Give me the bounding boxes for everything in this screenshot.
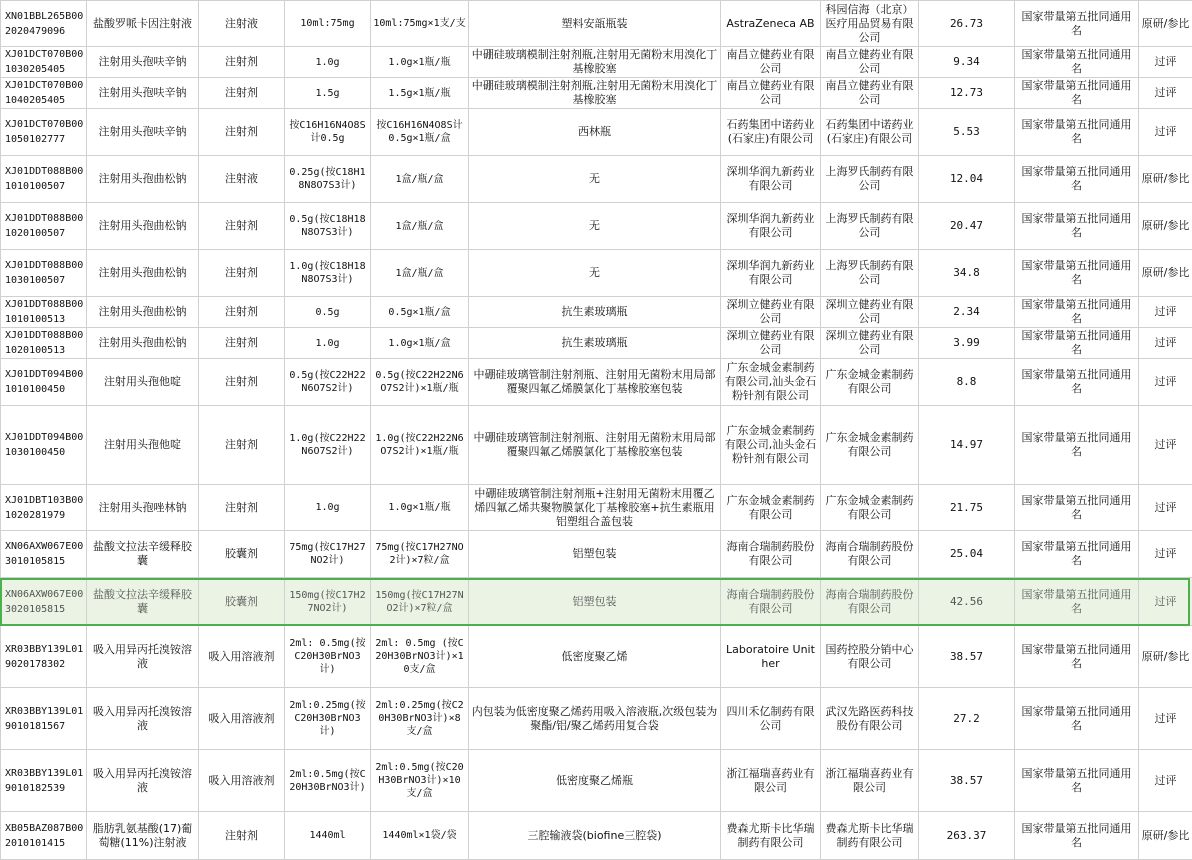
packaging-material-cell[interactable]: 无 xyxy=(469,156,721,203)
drug-name-cell[interactable]: 注射用头孢呋辛钠 xyxy=(87,47,199,78)
package-spec-cell[interactable]: 按C16H16N4O8S计0.5g×1瓶/盒 xyxy=(371,109,469,156)
dosage-form-cell[interactable]: 注射剂 xyxy=(199,359,285,406)
specification-cell[interactable]: 10ml:75mg xyxy=(285,1,371,47)
package-spec-cell[interactable]: 1.0g×1瓶/盒 xyxy=(371,328,469,359)
packaging-material-cell[interactable]: 铝塑包装 xyxy=(469,531,721,578)
drug-name-cell[interactable]: 注射用头孢唑林钠 xyxy=(87,485,199,531)
table-row[interactable] xyxy=(1,78,1192,109)
drug-name-cell[interactable]: 注射用头孢曲松钠 xyxy=(87,250,199,297)
package-spec-cell[interactable]: 0.5g×1瓶/盒 xyxy=(371,297,469,328)
drug-code-cell[interactable]: XN01BBL265B002020479096 xyxy=(1,1,87,47)
distributor-cell[interactable]: 费森尤斯卡比华瑞制药有限公司 xyxy=(821,812,919,860)
drug-code-cell[interactable]: XJ01DCT070B001040205405 xyxy=(1,78,87,109)
specification-cell[interactable]: 1.0g(按C22H22N6O7S2计) xyxy=(285,406,371,485)
drug-code-cell[interactable]: XJ01DDT088B001030100507 xyxy=(1,250,87,297)
procurement-batch-cell[interactable]: 国家带量第五批同通用名 xyxy=(1015,297,1139,328)
drug-name-cell[interactable]: 吸入用异丙托溴铵溶液 xyxy=(87,688,199,750)
distributor-cell[interactable]: 石药集团中诺药业(石家庄)有限公司 xyxy=(821,109,919,156)
table-row[interactable] xyxy=(1,688,1192,750)
dosage-form-cell[interactable]: 吸入用溶液剂 xyxy=(199,626,285,688)
procurement-batch-cell[interactable]: 国家带量第五批同通用名 xyxy=(1015,109,1139,156)
table-row[interactable] xyxy=(1,156,1192,203)
manufacturer-cell[interactable]: AstraZeneca AB xyxy=(721,1,821,47)
manufacturer-cell[interactable]: 浙江福瑞喜药业有限公司 xyxy=(721,750,821,812)
procurement-batch-cell[interactable]: 国家带量第五批同通用名 xyxy=(1015,203,1139,250)
price-cell[interactable]: 38.57 xyxy=(919,750,1015,812)
package-spec-cell[interactable]: 0.5g(按C22H22N6O7S2计)×1瓶/瓶 xyxy=(371,359,469,406)
price-cell[interactable]: 2.34 xyxy=(919,297,1015,328)
distributor-cell[interactable]: 浙江福瑞喜药业有限公司 xyxy=(821,750,919,812)
package-spec-cell[interactable]: 1.0g×1瓶/瓶 xyxy=(371,485,469,531)
packaging-material-cell[interactable]: 三腔输液袋(biofine三腔袋) xyxy=(469,812,721,860)
quality-level-cell[interactable]: 过评 xyxy=(1139,485,1192,531)
specification-cell[interactable]: 2ml:0.5mg(按C20H30BrNO3计) xyxy=(285,750,371,812)
drug-name-cell[interactable]: 注射用头孢呋辛钠 xyxy=(87,109,199,156)
price-cell[interactable]: 27.2 xyxy=(919,688,1015,750)
manufacturer-cell[interactable]: 南昌立健药业有限公司 xyxy=(721,78,821,109)
quality-level-cell[interactable]: 原研/参比 xyxy=(1139,812,1192,860)
price-cell[interactable]: 21.75 xyxy=(919,485,1015,531)
table-row[interactable] xyxy=(1,578,1192,626)
table-row[interactable] xyxy=(1,485,1192,531)
distributor-cell[interactable]: 南昌立健药业有限公司 xyxy=(821,78,919,109)
distributor-cell[interactable]: 上海罗氏制药有限公司 xyxy=(821,156,919,203)
package-spec-cell[interactable]: 2ml: 0.5mg (按C20H30BrNO3计)×10支/盒 xyxy=(371,626,469,688)
packaging-material-cell[interactable]: 中硼硅玻璃管制注射剂瓶+注射用无菌粉末用覆乙烯四氟乙烯共聚物膜氯化丁基橡胶塞+抗生素瓶用铝塑组合盖包装 xyxy=(469,485,721,531)
dosage-form-cell[interactable]: 胶囊剂 xyxy=(199,531,285,578)
dosage-form-cell[interactable]: 注射剂 xyxy=(199,485,285,531)
drug-name-cell[interactable]: 盐酸文拉法辛缓释胶囊 xyxy=(87,531,199,578)
package-spec-cell[interactable]: 1.0g×1瓶/瓶 xyxy=(371,47,469,78)
specification-cell[interactable]: 0.5g xyxy=(285,297,371,328)
dosage-form-cell[interactable]: 注射剂 xyxy=(199,297,285,328)
price-cell[interactable]: 8.8 xyxy=(919,359,1015,406)
specification-cell[interactable]: 0.5g(按C18H18N8O7S3计) xyxy=(285,203,371,250)
distributor-cell[interactable]: 南昌立健药业有限公司 xyxy=(821,47,919,78)
dosage-form-cell[interactable]: 胶囊剂 xyxy=(199,578,285,626)
price-cell[interactable]: 38.57 xyxy=(919,626,1015,688)
manufacturer-cell[interactable]: 广东金城金素制药有限公司 xyxy=(721,485,821,531)
drug-name-cell[interactable]: 盐酸罗哌卡因注射液 xyxy=(87,1,199,47)
specification-cell[interactable]: 75mg(按C17H27NO2计) xyxy=(285,531,371,578)
manufacturer-cell[interactable]: 海南合瑞制药股份有限公司 xyxy=(721,578,821,626)
drug-code-cell[interactable]: XR03BBY139L019010182539 xyxy=(1,750,87,812)
drug-name-cell[interactable]: 注射用头孢曲松钠 xyxy=(87,328,199,359)
procurement-batch-cell[interactable]: 国家带量第五批同通用名 xyxy=(1015,406,1139,485)
procurement-batch-cell[interactable]: 国家带量第五批同通用名 xyxy=(1015,688,1139,750)
price-cell[interactable]: 14.97 xyxy=(919,406,1015,485)
drug-code-cell[interactable]: XN06AXW067E003020105815 xyxy=(1,578,87,626)
quality-level-cell[interactable]: 过评 xyxy=(1139,78,1192,109)
price-cell[interactable]: 25.04 xyxy=(919,531,1015,578)
quality-level-cell[interactable]: 过评 xyxy=(1139,688,1192,750)
distributor-cell[interactable]: 上海罗氏制药有限公司 xyxy=(821,203,919,250)
quality-level-cell[interactable]: 过评 xyxy=(1139,297,1192,328)
specification-cell[interactable]: 1.0g xyxy=(285,47,371,78)
quality-level-cell[interactable]: 过评 xyxy=(1139,359,1192,406)
distributor-cell[interactable]: 深圳立健药业有限公司 xyxy=(821,328,919,359)
procurement-batch-cell[interactable]: 国家带量第五批同通用名 xyxy=(1015,578,1139,626)
price-cell[interactable]: 42.56 xyxy=(919,578,1015,626)
table-row[interactable] xyxy=(1,531,1192,578)
quality-level-cell[interactable]: 原研/参比 xyxy=(1139,250,1192,297)
packaging-material-cell[interactable]: 内包装为低密度聚乙烯药用吸入溶液瓶,次级包装为聚酯/铝/聚乙烯药用复合袋 xyxy=(469,688,721,750)
packaging-material-cell[interactable]: 中硼硅玻璃模制注射剂瓶,注射用无菌粉末用溴化丁基橡胶塞 xyxy=(469,47,721,78)
drug-code-cell[interactable]: XJ01DDT088B001010100513 xyxy=(1,297,87,328)
table-row[interactable] xyxy=(1,203,1192,250)
manufacturer-cell[interactable]: 深圳华润九新药业有限公司 xyxy=(721,250,821,297)
table-row[interactable] xyxy=(1,359,1192,406)
dosage-form-cell[interactable]: 注射剂 xyxy=(199,812,285,860)
specification-cell[interactable]: 0.25g(按C18H18N8O7S3计) xyxy=(285,156,371,203)
manufacturer-cell[interactable]: Laboratoire Unither xyxy=(721,626,821,688)
specification-cell[interactable]: 2ml: 0.5mg(按C20H30BrNO3计) xyxy=(285,626,371,688)
drug-name-cell[interactable]: 注射用头孢曲松钠 xyxy=(87,203,199,250)
specification-cell[interactable]: 1.5g xyxy=(285,78,371,109)
manufacturer-cell[interactable]: 南昌立健药业有限公司 xyxy=(721,47,821,78)
manufacturer-cell[interactable]: 四川禾亿制药有限公司 xyxy=(721,688,821,750)
packaging-material-cell[interactable]: 中硼硅玻璃管制注射剂瓶、注射用无菌粉末用局部覆聚四氟乙烯膜氯化丁基橡胶塞包装 xyxy=(469,406,721,485)
drug-code-cell[interactable]: XR03BBY139L019010181567 xyxy=(1,688,87,750)
dosage-form-cell[interactable]: 吸入用溶液剂 xyxy=(199,688,285,750)
dosage-form-cell[interactable]: 注射剂 xyxy=(199,78,285,109)
quality-level-cell[interactable]: 过评 xyxy=(1139,406,1192,485)
price-cell[interactable]: 26.73 xyxy=(919,1,1015,47)
distributor-cell[interactable]: 广东金城金素制药有限公司 xyxy=(821,359,919,406)
package-spec-cell[interactable]: 150mg(按C17H27NO2计)×7粒/盒 xyxy=(371,578,469,626)
manufacturer-cell[interactable]: 费森尤斯卡比华瑞制药有限公司 xyxy=(721,812,821,860)
table-row[interactable] xyxy=(1,250,1192,297)
packaging-material-cell[interactable]: 无 xyxy=(469,203,721,250)
quality-level-cell[interactable]: 原研/参比 xyxy=(1139,626,1192,688)
package-spec-cell[interactable]: 1440ml×1袋/袋 xyxy=(371,812,469,860)
distributor-cell[interactable]: 深圳立健药业有限公司 xyxy=(821,297,919,328)
package-spec-cell[interactable]: 1.5g×1瓶/瓶 xyxy=(371,78,469,109)
table-row[interactable] xyxy=(1,812,1192,860)
packaging-material-cell[interactable]: 铝塑包装 xyxy=(469,578,721,626)
drug-name-cell[interactable]: 注射用头孢曲松钠 xyxy=(87,156,199,203)
distributor-cell[interactable]: 上海罗氏制药有限公司 xyxy=(821,250,919,297)
package-spec-cell[interactable]: 1盒/瓶/盒 xyxy=(371,250,469,297)
drug-code-cell[interactable]: XR03BBY139L019020178302 xyxy=(1,626,87,688)
price-cell[interactable]: 12.73 xyxy=(919,78,1015,109)
quality-level-cell[interactable]: 原研/参比 xyxy=(1139,203,1192,250)
manufacturer-cell[interactable]: 广东金城金素制药有限公司,汕头金石粉针剂有限公司 xyxy=(721,359,821,406)
table-row[interactable] xyxy=(1,328,1192,359)
table-row[interactable] xyxy=(1,750,1192,812)
manufacturer-cell[interactable]: 深圳立健药业有限公司 xyxy=(721,297,821,328)
dosage-form-cell[interactable]: 注射剂 xyxy=(199,47,285,78)
packaging-material-cell[interactable]: 抗生素玻璃瓶 xyxy=(469,328,721,359)
table-row[interactable] xyxy=(1,406,1192,485)
specification-cell[interactable]: 0.5g(按C22H22N6O7S2计) xyxy=(285,359,371,406)
price-cell[interactable]: 20.47 xyxy=(919,203,1015,250)
quality-level-cell[interactable]: 过评 xyxy=(1139,109,1192,156)
manufacturer-cell[interactable]: 深圳立健药业有限公司 xyxy=(721,328,821,359)
distributor-cell[interactable]: 广东金城金素制药有限公司 xyxy=(821,406,919,485)
quality-level-cell[interactable]: 原研/参比 xyxy=(1139,1,1192,47)
specification-cell[interactable]: 1.0g xyxy=(285,485,371,531)
packaging-material-cell[interactable]: 西林瓶 xyxy=(469,109,721,156)
drug-code-cell[interactable]: XJ01DDT094B001030100450 xyxy=(1,406,87,485)
drug-name-cell[interactable]: 注射用头孢曲松钠 xyxy=(87,297,199,328)
packaging-material-cell[interactable]: 无 xyxy=(469,250,721,297)
specification-cell[interactable]: 按C16H16N4O8S计0.5g xyxy=(285,109,371,156)
drug-name-cell[interactable]: 注射用头孢他啶 xyxy=(87,359,199,406)
dosage-form-cell[interactable]: 注射液 xyxy=(199,1,285,47)
drug-code-cell[interactable]: XJ01DDT088B001020100507 xyxy=(1,203,87,250)
drug-code-cell[interactable]: XJ01DDT088B001010100507 xyxy=(1,156,87,203)
price-cell[interactable]: 9.34 xyxy=(919,47,1015,78)
table-body xyxy=(1,1,1192,860)
quality-level-cell[interactable]: 过评 xyxy=(1139,750,1192,812)
specification-cell[interactable]: 1.0g xyxy=(285,328,371,359)
procurement-batch-cell[interactable]: 国家带量第五批同通用名 xyxy=(1015,750,1139,812)
package-spec-cell[interactable]: 1.0g(按C22H22N6O7S2计)×1瓶/瓶 xyxy=(371,406,469,485)
quality-level-cell[interactable]: 原研/参比 xyxy=(1139,156,1192,203)
quality-level-cell[interactable]: 过评 xyxy=(1139,328,1192,359)
drug-name-cell[interactable]: 注射用头孢呋辛钠 xyxy=(87,78,199,109)
manufacturer-cell[interactable]: 广东金城金素制药有限公司,汕头金石粉针剂有限公司 xyxy=(721,406,821,485)
table-row[interactable] xyxy=(1,109,1192,156)
drug-code-cell[interactable]: XJ01DCT070B001050102777 xyxy=(1,109,87,156)
procurement-batch-cell[interactable]: 国家带量第五批同通用名 xyxy=(1015,328,1139,359)
specification-cell[interactable]: 1.0g(按C18H18N8O7S3计) xyxy=(285,250,371,297)
distributor-cell[interactable]: 武汉先路医药科技股份有限公司 xyxy=(821,688,919,750)
dosage-form-cell[interactable]: 注射剂 xyxy=(199,109,285,156)
procurement-batch-cell[interactable]: 国家带量第五批同通用名 xyxy=(1015,531,1139,578)
packaging-material-cell[interactable]: 低密度聚乙烯 xyxy=(469,626,721,688)
package-spec-cell[interactable]: 1盒/瓶/盒 xyxy=(371,203,469,250)
dosage-form-cell[interactable]: 注射剂 xyxy=(199,203,285,250)
procurement-batch-cell[interactable]: 国家带量第五批同通用名 xyxy=(1015,250,1139,297)
drug-name-cell[interactable]: 盐酸文拉法辛缓释胶囊 xyxy=(87,578,199,626)
procurement-batch-cell[interactable]: 国家带量第五批同通用名 xyxy=(1015,626,1139,688)
specification-cell[interactable]: 2ml:0.25mg(按C20H30BrNO3计) xyxy=(285,688,371,750)
specification-cell[interactable]: 150mg(按C17H27NO2计) xyxy=(285,578,371,626)
manufacturer-cell[interactable]: 海南合瑞制药股份有限公司 xyxy=(721,531,821,578)
procurement-batch-cell[interactable]: 国家带量第五批同通用名 xyxy=(1015,156,1139,203)
distributor-cell[interactable]: 国药控股分销中心有限公司 xyxy=(821,626,919,688)
quality-level-cell[interactable]: 过评 xyxy=(1139,578,1192,626)
dosage-form-cell[interactable]: 注射液 xyxy=(199,156,285,203)
price-cell[interactable]: 263.37 xyxy=(919,812,1015,860)
packaging-material-cell[interactable]: 抗生素玻璃瓶 xyxy=(469,297,721,328)
distributor-cell[interactable]: 海南合瑞制药股份有限公司 xyxy=(821,531,919,578)
table-row[interactable] xyxy=(1,47,1192,78)
drug-name-cell[interactable]: 吸入用异丙托溴铵溶液 xyxy=(87,626,199,688)
table-row[interactable] xyxy=(1,626,1192,688)
drug-code-cell[interactable]: XN06AXW067E003010105815 xyxy=(1,531,87,578)
quality-level-cell[interactable]: 过评 xyxy=(1139,47,1192,78)
packaging-material-cell[interactable]: 中硼硅玻璃模制注射剂瓶,注射用无菌粉末用溴化丁基橡胶塞 xyxy=(469,78,721,109)
dosage-form-cell[interactable]: 吸入用溶液剂 xyxy=(199,750,285,812)
dosage-form-cell[interactable]: 注射剂 xyxy=(199,328,285,359)
drug-code-cell[interactable]: XJ01DDT088B001020100513 xyxy=(1,328,87,359)
procurement-batch-cell[interactable]: 国家带量第五批同通用名 xyxy=(1015,359,1139,406)
distributor-cell[interactable]: 科园信海（北京）医疗用品贸易有限公司 xyxy=(821,1,919,47)
procurement-batch-cell[interactable]: 国家带量第五批同通用名 xyxy=(1015,78,1139,109)
drug-code-cell[interactable]: XJ01DCT070B001030205405 xyxy=(1,47,87,78)
manufacturer-cell[interactable]: 深圳华润九新药业有限公司 xyxy=(721,203,821,250)
price-cell[interactable]: 5.53 xyxy=(919,109,1015,156)
price-cell[interactable]: 3.99 xyxy=(919,328,1015,359)
manufacturer-cell[interactable]: 深圳华润九新药业有限公司 xyxy=(721,156,821,203)
dosage-form-cell[interactable]: 注射剂 xyxy=(199,250,285,297)
quality-level-cell[interactable]: 过评 xyxy=(1139,531,1192,578)
packaging-material-cell[interactable]: 塑料安瓿瓶装 xyxy=(469,1,721,47)
manufacturer-cell[interactable]: 石药集团中诺药业(石家庄)有限公司 xyxy=(721,109,821,156)
package-spec-cell[interactable]: 2ml:0.5mg(按C20H30BrNO3计)×10支/盒 xyxy=(371,750,469,812)
package-spec-cell[interactable]: 2ml:0.25mg(按C20H30BrNO3计)×8支/盒 xyxy=(371,688,469,750)
price-cell[interactable]: 12.04 xyxy=(919,156,1015,203)
drug-code-cell[interactable]: XB05BAZ087B002010101415 xyxy=(1,812,87,860)
procurement-batch-cell[interactable]: 国家带量第五批同通用名 xyxy=(1015,1,1139,47)
packaging-material-cell[interactable]: 低密度聚乙烯瓶 xyxy=(469,750,721,812)
package-spec-cell[interactable]: 10ml:75mg×1支/支 xyxy=(371,1,469,47)
drug-name-cell[interactable]: 吸入用异丙托溴铵溶液 xyxy=(87,750,199,812)
package-spec-cell[interactable]: 1盒/瓶/盒 xyxy=(371,156,469,203)
distributor-cell[interactable]: 海南合瑞制药股份有限公司 xyxy=(821,578,919,626)
specification-cell[interactable]: 1440ml xyxy=(285,812,371,860)
procurement-batch-cell[interactable]: 国家带量第五批同通用名 xyxy=(1015,812,1139,860)
packaging-material-cell[interactable]: 中硼硅玻璃管制注射剂瓶、注射用无菌粉末用局部覆聚四氟乙烯膜氯化丁基橡胶塞包装 xyxy=(469,359,721,406)
table-row[interactable] xyxy=(1,1,1192,47)
procurement-batch-cell[interactable]: 国家带量第五批同通用名 xyxy=(1015,47,1139,78)
package-spec-cell[interactable]: 75mg(按C17H27NO2计)×7粒/盒 xyxy=(371,531,469,578)
distributor-cell[interactable]: 广东金城金素制药有限公司 xyxy=(821,485,919,531)
drug-code-cell[interactable]: XJ01DBT103B001020281979 xyxy=(1,485,87,531)
drug-code-cell[interactable]: XJ01DDT094B001010100450 xyxy=(1,359,87,406)
procurement-batch-cell[interactable]: 国家带量第五批同通用名 xyxy=(1015,485,1139,531)
drug-name-cell[interactable]: 脂肪乳氨基酸(17)葡萄糖(11%)注射液 xyxy=(87,812,199,860)
drug-name-cell[interactable]: 注射用头孢他啶 xyxy=(87,406,199,485)
price-cell[interactable]: 34.8 xyxy=(919,250,1015,297)
table-row[interactable] xyxy=(1,297,1192,328)
dosage-form-cell[interactable]: 注射剂 xyxy=(199,406,285,485)
